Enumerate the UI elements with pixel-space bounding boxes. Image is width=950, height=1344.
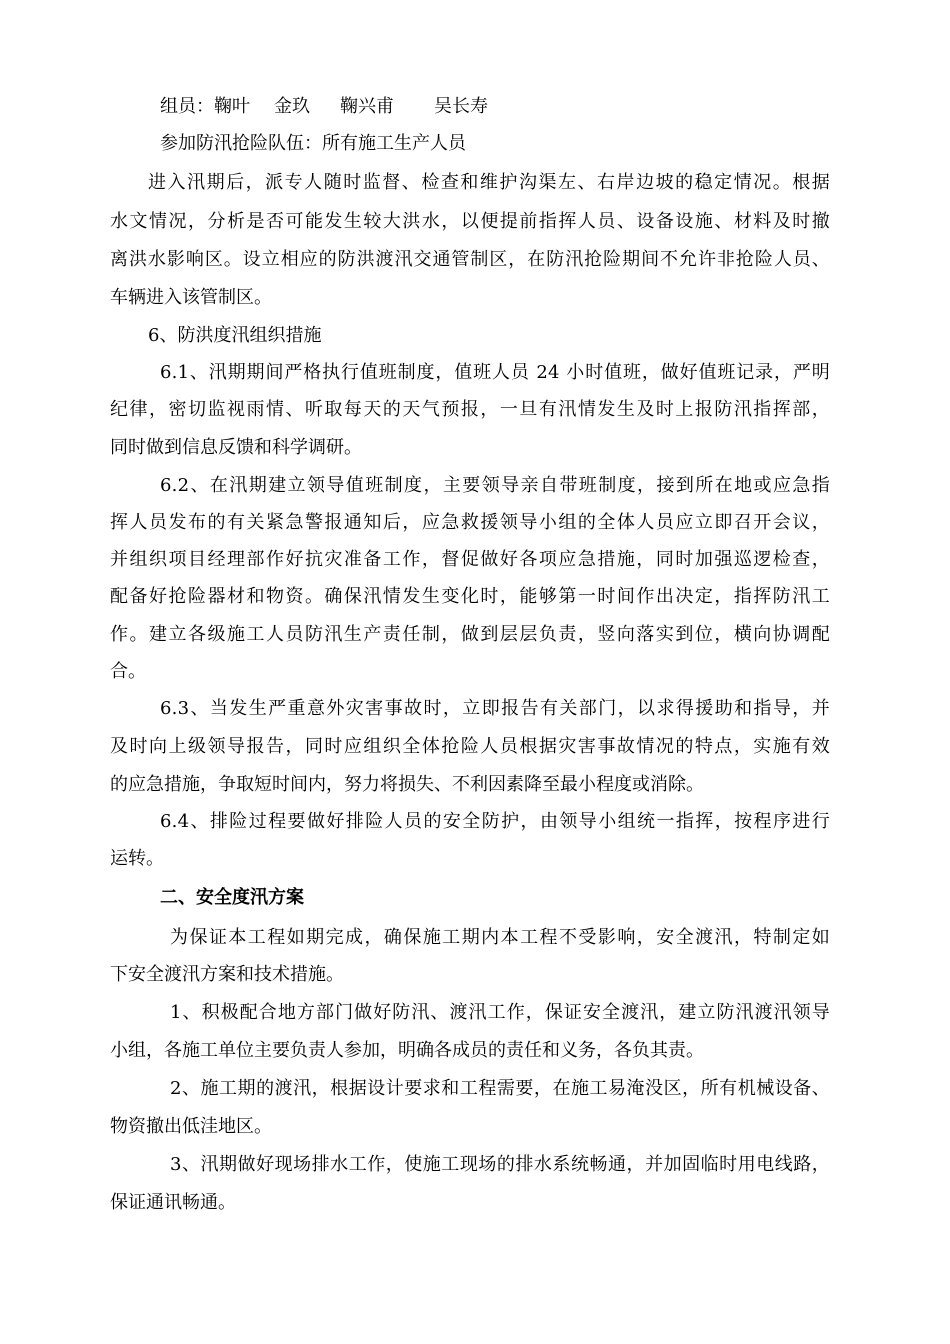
paragraph-line: 水文情况，分析是否可能发生较大洪水，以便提前指挥人员、设备设施、材料及时撤 <box>110 211 830 232</box>
paragraph-line: 作。建立各级施工人员防汛生产责任制，做到层层负责，竖向落实到位，横向协调配 <box>110 624 830 645</box>
paragraph-line: 合。 <box>110 661 146 682</box>
member-name: 鞠兴甫 <box>340 96 394 117</box>
paragraph-line: 进入汛期后，派专人随时监督、检查和维护沟渠左、右岸边坡的稳定情况。根据 <box>148 172 830 193</box>
members-label: 组员： <box>160 96 214 117</box>
paragraph-line: 3、汛期做好现场排水工作，使施工现场的排水系统畅通，并加固临时用电线路， <box>170 1154 830 1175</box>
paragraph-line: 物资撤出低洼地区。 <box>110 1116 272 1137</box>
paragraph-line: 的应急措施，争取短时间内，努力将损失、不利因素降至最小程度或消除。 <box>110 774 704 795</box>
section-heading: 二、安全度汛方案 <box>160 887 304 908</box>
paragraph-line: 离洪水影响区。设立相应的防洪渡汛交通管制区，在防汛抢险期间不允许非抢险人员、 <box>110 249 830 270</box>
paragraph-line: 配备好抢险器材和物资。确保汛情发生变化时，能够第一时间作出决定，指挥防汛工 <box>110 586 830 607</box>
paragraph-line: 及时向上级领导报告，同时应组织全体抢险人员根据灾害事故情况的特点，实施有效 <box>110 736 830 757</box>
section-heading: 6、防洪度汛组织措施 <box>148 325 322 346</box>
paragraph-line: 6.2、在汛期建立领导值班制度，主要领导亲自带班制度，接到所在地或应急指 <box>160 475 830 496</box>
paragraph-line: 下安全渡汛方案和技术措施。 <box>110 964 344 985</box>
paragraph-line: 6.3、当发生严重意外灾害事故时，立即报告有关部门，以求得援助和指导，并 <box>160 698 830 719</box>
paragraph-line: 并组织项目经理部作好抗灾准备工作，督促做好各项应急措施，同时加强巡逻检查， <box>110 549 830 570</box>
paragraph-line: 6.1、汛期期间严格执行值班制度，值班人员 24 小时值班，做好值班记录，严明 <box>160 362 830 383</box>
paragraph-line: 纪律，密切监视雨情、听取每天的天气预报，一旦有汛情发生及时上报防汛指挥部， <box>110 399 830 420</box>
paragraph-line: 为保证本工程如期完成，确保施工期内本工程不受影响，安全渡汛，特制定如 <box>170 927 830 948</box>
team-line: 参加防汛抢险队伍：所有施工生产人员 <box>160 133 466 154</box>
member-name: 金玖 <box>274 96 310 117</box>
paragraph-line: 1、积极配合地方部门做好防汛、渡汛工作，保证安全渡汛，建立防汛渡汛领导 <box>170 1002 830 1023</box>
paragraph-line: 挥人员发布的有关紧急警报通知后，应急救援领导小组的全体人员应立即召开会议， <box>110 512 830 533</box>
paragraph-line: 车辆进入该管制区。 <box>110 287 272 308</box>
paragraph-line: 同时做到信息反馈和科学调研。 <box>110 437 362 458</box>
paragraph-line: 保证通讯畅通。 <box>110 1192 236 1213</box>
paragraph-line: 6.4、排险过程要做好排险人员的安全防护，由领导小组统一指挥，按程序进行 <box>160 811 830 832</box>
paragraph-line: 运转。 <box>110 848 164 869</box>
member-name: 鞠叶 <box>214 96 250 117</box>
member-name: 吴长寿 <box>434 96 488 117</box>
paragraph-line: 2、施工期的渡汛，根据设计要求和工程需要，在施工易淹没区，所有机械设备、 <box>170 1078 830 1099</box>
members-line <box>160 95 488 119</box>
paragraph-line: 小组，各施工单位主要负责人参加，明确各成员的责任和义务，各负其责。 <box>110 1040 704 1061</box>
